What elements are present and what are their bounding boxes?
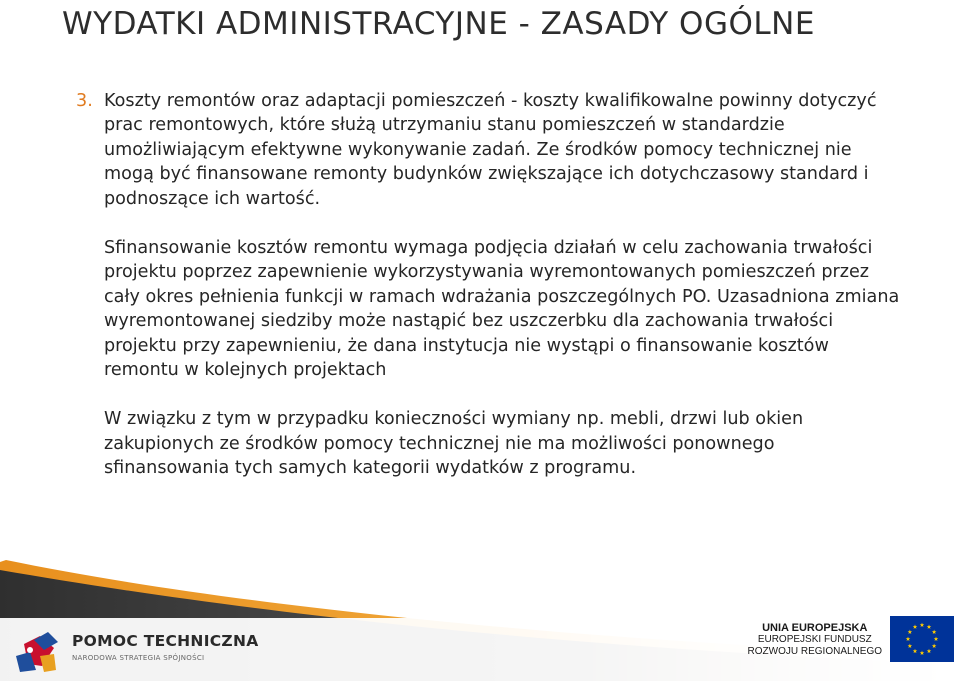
eu-flag-icon	[890, 616, 954, 662]
paragraph-1	[76, 64, 904, 211]
eu-line-3: ROZWOJU REGIONALNEGO	[747, 646, 882, 657]
list-heading: Koszty remontów oraz adaptacji pomieszczeń	[104, 90, 506, 111]
paragraph-2: Sfinansowanie kosztów remontu wymaga podjęcia działań w celu zachowania trwałości projektu poprzez zapewnienie wykorzystywania wyremontowanych pomieszczeń przez cały okres pełnienia funkcji w ramach wdrażania poszczególnych PO. Uzasadniona zmiana wyremontowanej siedziby może nastąpić bez uszczerbku dla zachowania trwałości projektu przy zapewnieniu, że dana instytucja nie wystąpi o finansowanie kosztów remontu w kolejnych projektach	[104, 237, 900, 380]
page-title: WYDATKI ADMINISTRACYJNE - ZASADY OGÓLNE	[62, 6, 815, 42]
eu-fund-label	[748, 622, 882, 658]
eu-line-2: EUROPEJSKI FUNDUSZ	[757, 634, 872, 645]
paragraph-3: W związku z tym w przypadku konieczności wymiany np. mebli, drzwi lub okien zakupionych ze środków pomocy technicznej nie ma możliwości ponownego sfinansowania tych samych kategorii wydatków z programu.	[104, 409, 804, 478]
logo-pomoc-techniczna-subtitle: NARODOWA STRATEGIA SPÓJNOŚCI	[72, 654, 205, 662]
eu-line-1: UNIA EUROPEJSKA	[762, 622, 868, 634]
list-number: 3.	[76, 90, 93, 111]
content-body	[76, 64, 904, 505]
logo-pomoc-techniczna-title: POMOC TECHNICZNA	[72, 632, 259, 650]
paragraph-1-text: - koszty kwalifikowalne powinny dotyczyć prac remontowych, które służą utrzymaniu stanu pomieszczeń w standardzie umożliwiającym efektywne wykonywanie zadań. Ze środków pomocy technicznej nie mogą być finansowane remonty budynków zwiększające ich dotychczasowy standard i podnoszące ich wartość.	[104, 90, 877, 209]
